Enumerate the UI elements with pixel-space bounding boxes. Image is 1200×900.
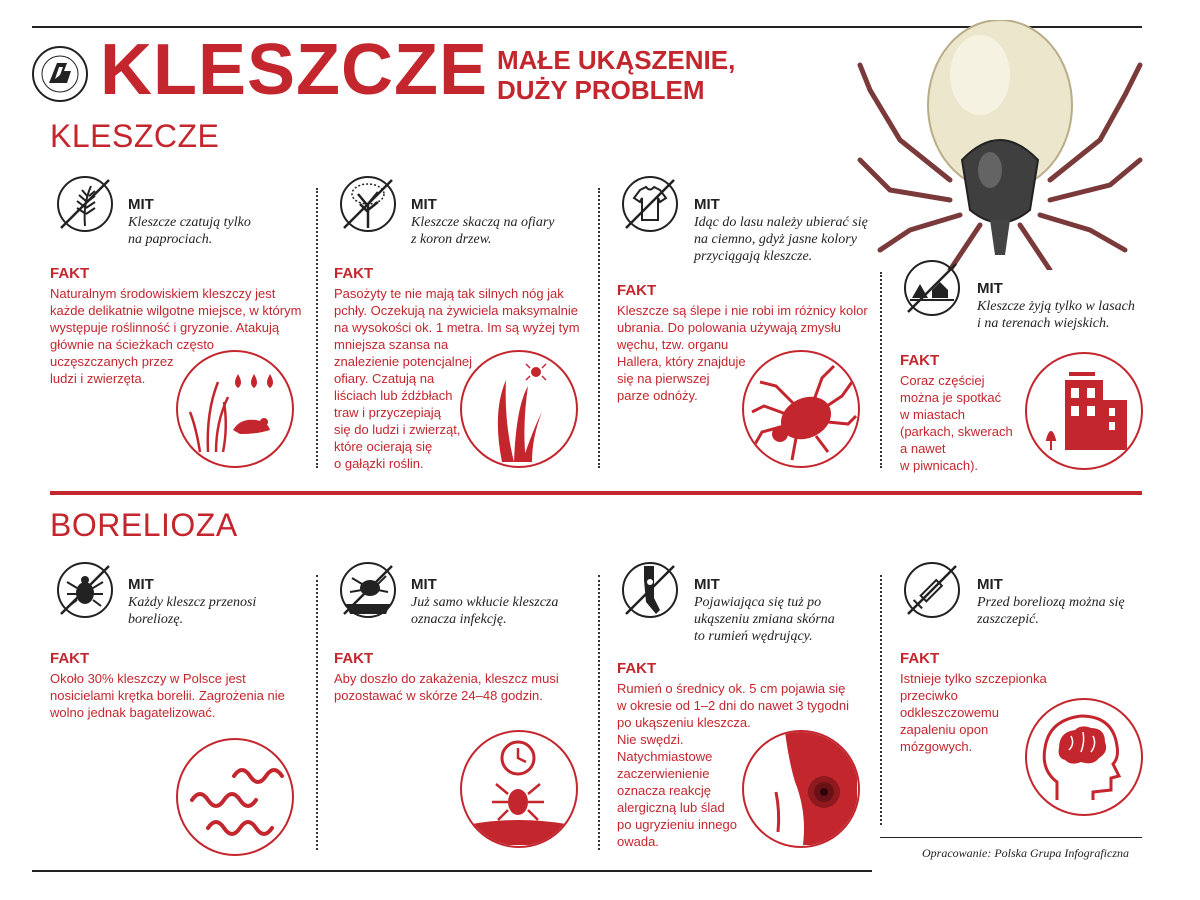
fakt-line: wolno jednak bagatelizować. bbox=[50, 705, 216, 720]
fakt-line: w miastach bbox=[900, 407, 966, 422]
mit-label: MIT bbox=[977, 280, 1003, 297]
mit-line: Już samo wkłucie kleszcza bbox=[411, 595, 559, 610]
column-separator bbox=[880, 575, 882, 825]
fakt-line: odkleszczowemu bbox=[900, 705, 999, 720]
fakt-line: ofiary. Czatują na bbox=[334, 371, 435, 386]
fakt-line: po ukąszeniu kleszcza. bbox=[617, 715, 751, 730]
fakt-label: FAKT bbox=[617, 660, 657, 677]
fakt-label: FAKT bbox=[617, 282, 657, 299]
bacteria-illustration bbox=[176, 738, 294, 856]
fakt-line: się na pierwszej bbox=[617, 371, 710, 386]
fakt-line: w okresie od 1–2 dni do nawet 3 tygodni bbox=[617, 698, 849, 713]
page-title: KLESZCZE bbox=[100, 30, 489, 110]
arm-rash-icon bbox=[744, 732, 857, 845]
fakt-line: które ocierają się bbox=[334, 439, 433, 454]
mit-text bbox=[128, 594, 256, 628]
fakt-label: FAKT bbox=[900, 650, 940, 667]
mit-line: Kleszcze skaczą na ofiary bbox=[411, 215, 555, 230]
credit-rule bbox=[880, 837, 1142, 838]
mit-line: i na terenach wiejskich. bbox=[977, 316, 1110, 331]
column-separator bbox=[598, 575, 600, 850]
tick-bite-crossed-icon bbox=[338, 560, 398, 620]
fakt-line: Około 30% kleszczy w Polsce jest bbox=[50, 671, 246, 686]
mit-text bbox=[694, 214, 868, 265]
grass-rodent-icon bbox=[178, 352, 291, 465]
mit-label: MIT bbox=[128, 196, 154, 213]
lasy-panstwowe-logo bbox=[31, 45, 89, 103]
fakt-line: (parkach, skwerach bbox=[900, 424, 1013, 439]
fakt-line: nosicielami krętka borelii. Zagrożenia nie bbox=[50, 688, 285, 703]
fakt-line: mniejsza szansa na bbox=[334, 337, 449, 352]
mit-line: Pojawiająca się tuż po bbox=[694, 595, 822, 610]
fakt-line: o gałązki roślin. bbox=[334, 456, 424, 471]
fakt-line: alergiczną lub ślad bbox=[617, 800, 725, 815]
mit-line: oznacza infekcję. bbox=[411, 612, 507, 627]
mit-line: Każdy kleszcz przenosi bbox=[128, 595, 257, 610]
brain-illustration bbox=[1025, 698, 1143, 816]
fakt-label: FAKT bbox=[50, 650, 90, 667]
fakt-line: Istnieje tylko szczepionka bbox=[900, 671, 1047, 686]
fakt-text bbox=[334, 670, 596, 704]
fakt-line: Hallera, który znajduje bbox=[617, 354, 746, 369]
mit-text bbox=[411, 214, 554, 248]
clock-tick-icon bbox=[462, 732, 575, 845]
fakt-line: każde delikatnie wilgotne miejsce, w którym bbox=[50, 303, 302, 318]
fakt-line: parze odnóży. bbox=[617, 388, 698, 403]
fakt-line: a nawet bbox=[900, 441, 946, 456]
mit-line: z koron drzew. bbox=[411, 232, 492, 247]
fakt-line: w piwnicach). bbox=[900, 458, 979, 473]
fakt-line: traw i przyczepiają bbox=[334, 405, 441, 420]
subtitle-line-2: DUŻY PROBLEM bbox=[497, 75, 705, 105]
mit-line: Przed boreliozą można się bbox=[977, 595, 1125, 610]
fakt-line: Aby doszło do zakażenia, kleszcz musi bbox=[334, 671, 559, 686]
habitat-illustration bbox=[176, 350, 294, 468]
mit-line: boreliozę. bbox=[128, 612, 184, 627]
fakt-line: się do ludzi i zwierząt, bbox=[334, 422, 461, 437]
credit-text: Opracowanie: Polska Grupa Infograficzna bbox=[922, 846, 1129, 860]
mit-line: Idąc do lasu należy ubierać się bbox=[694, 215, 868, 230]
head-brain-icon bbox=[1027, 700, 1140, 813]
mit-label: MIT bbox=[694, 576, 720, 593]
tshirt-crossed-icon bbox=[620, 174, 680, 234]
section-divider bbox=[50, 491, 1142, 495]
mit-line: Kleszcze żyją tylko w lasach bbox=[977, 299, 1135, 314]
tick-icon bbox=[744, 352, 857, 465]
mit-label: MIT bbox=[694, 196, 720, 213]
mit-line: Kleszcze czatują tylko bbox=[128, 215, 251, 230]
fakt-line: węchu, tzw. organu bbox=[617, 337, 729, 352]
fakt-line: zaczerwienienie bbox=[617, 766, 710, 781]
mit-line: przyciągają kleszcze. bbox=[694, 249, 813, 264]
syringe-crossed-icon bbox=[902, 560, 962, 620]
fakt-text bbox=[50, 670, 310, 721]
tick-closeup-illustration bbox=[742, 350, 860, 468]
rash-illustration bbox=[742, 730, 860, 848]
bottom-rule bbox=[32, 870, 872, 872]
mit-text bbox=[694, 594, 835, 645]
grass-blade-icon bbox=[462, 352, 575, 465]
column-separator bbox=[880, 272, 882, 468]
tick-illustration bbox=[840, 20, 1160, 270]
mit-label: MIT bbox=[411, 576, 437, 593]
fakt-line: zapaleniu opon bbox=[900, 722, 989, 737]
city-illustration bbox=[1025, 352, 1143, 470]
fakt-line: pozostawać w skórze 24–48 godzin. bbox=[334, 688, 543, 703]
fakt-line: Natychmiastowe bbox=[617, 749, 713, 764]
tick-crossed-icon bbox=[55, 560, 115, 620]
fakt-line: Naturalnym środowiskiem kleszczy jest bbox=[50, 286, 276, 301]
section-title-borelioza: BORELIOZA bbox=[50, 507, 238, 543]
spirochete-icon bbox=[178, 740, 291, 853]
fakt-line: znalezienie potencjalnej bbox=[334, 354, 473, 369]
buildings-icon bbox=[1027, 354, 1140, 467]
mit-label: MIT bbox=[411, 196, 437, 213]
subtitle-line-1: MAŁE UKĄSZENIE, bbox=[497, 45, 736, 75]
mit-line: zaszczepić. bbox=[977, 612, 1039, 627]
column-separator bbox=[316, 188, 318, 468]
fakt-label: FAKT bbox=[900, 352, 940, 369]
mit-line: na ciemno, gdyż jasne kolory bbox=[694, 232, 857, 247]
fakt-text bbox=[900, 372, 1020, 474]
mit-text bbox=[977, 298, 1135, 332]
mit-line: to rumień wędrujący. bbox=[694, 629, 813, 644]
clock-tick-illustration bbox=[460, 730, 578, 848]
fakt-line: Coraz częściej bbox=[900, 373, 985, 388]
fakt-label: FAKT bbox=[50, 265, 90, 282]
mit-label: MIT bbox=[128, 576, 154, 593]
fakt-line: owada. bbox=[617, 834, 659, 849]
fakt-line: ludzi i zwierzęta. bbox=[50, 371, 146, 386]
mit-text bbox=[977, 594, 1125, 628]
mit-text bbox=[411, 594, 558, 628]
mit-label: MIT bbox=[977, 576, 1003, 593]
fakt-line: ubrania. Do polowania używają zmysłu bbox=[617, 320, 842, 335]
fakt-line: na wysokości ok. 1 metra. Im są wyżej tym bbox=[334, 320, 580, 335]
fakt-line: można je spotkać bbox=[900, 390, 1002, 405]
countryside-crossed-icon bbox=[902, 258, 962, 318]
fakt-line: głównie na ścieżkach często bbox=[50, 337, 215, 352]
fakt-line: po ugryzieniu innego bbox=[617, 817, 737, 832]
mit-line: na paprociach. bbox=[128, 232, 213, 247]
fakt-line: liściach lub źdźbłach bbox=[334, 388, 453, 403]
fern-crossed-icon bbox=[55, 174, 115, 234]
column-separator bbox=[598, 188, 600, 468]
mit-text bbox=[128, 214, 251, 248]
fakt-line: mózgowych. bbox=[900, 739, 973, 754]
tree-crossed-icon bbox=[338, 174, 398, 234]
mit-line: ukąszeniu zmiana skórna bbox=[694, 612, 835, 627]
fakt-line: Pasożyty te nie mają tak silnych nóg jak bbox=[334, 286, 564, 301]
page-subtitle bbox=[497, 45, 735, 105]
fakt-line: Rumień o średnicy ok. 5 cm pojawia się bbox=[617, 681, 846, 696]
fakt-line: uczęszczanych przez bbox=[50, 354, 174, 369]
fakt-line: oznacza reakcję bbox=[617, 783, 711, 798]
fakt-line: pchły. Oczekują na żywiciela maksymalnie bbox=[334, 303, 578, 318]
fakt-line: Kleszcze są ślepe i nie robi im różnicy kolor bbox=[617, 303, 868, 318]
fakt-label: FAKT bbox=[334, 650, 374, 667]
section-title-kleszcze: KLESZCZE bbox=[50, 118, 220, 154]
fakt-line: występuje roślinność i gryzonie. Atakują bbox=[50, 320, 280, 335]
fakt-label: FAKT bbox=[334, 265, 374, 282]
column-separator bbox=[316, 575, 318, 850]
fakt-line: Nie swędzi. bbox=[617, 732, 684, 747]
grass-tick-illustration bbox=[460, 350, 578, 468]
leg-crossed-icon bbox=[620, 560, 680, 620]
fakt-line: przeciwko bbox=[900, 688, 958, 703]
